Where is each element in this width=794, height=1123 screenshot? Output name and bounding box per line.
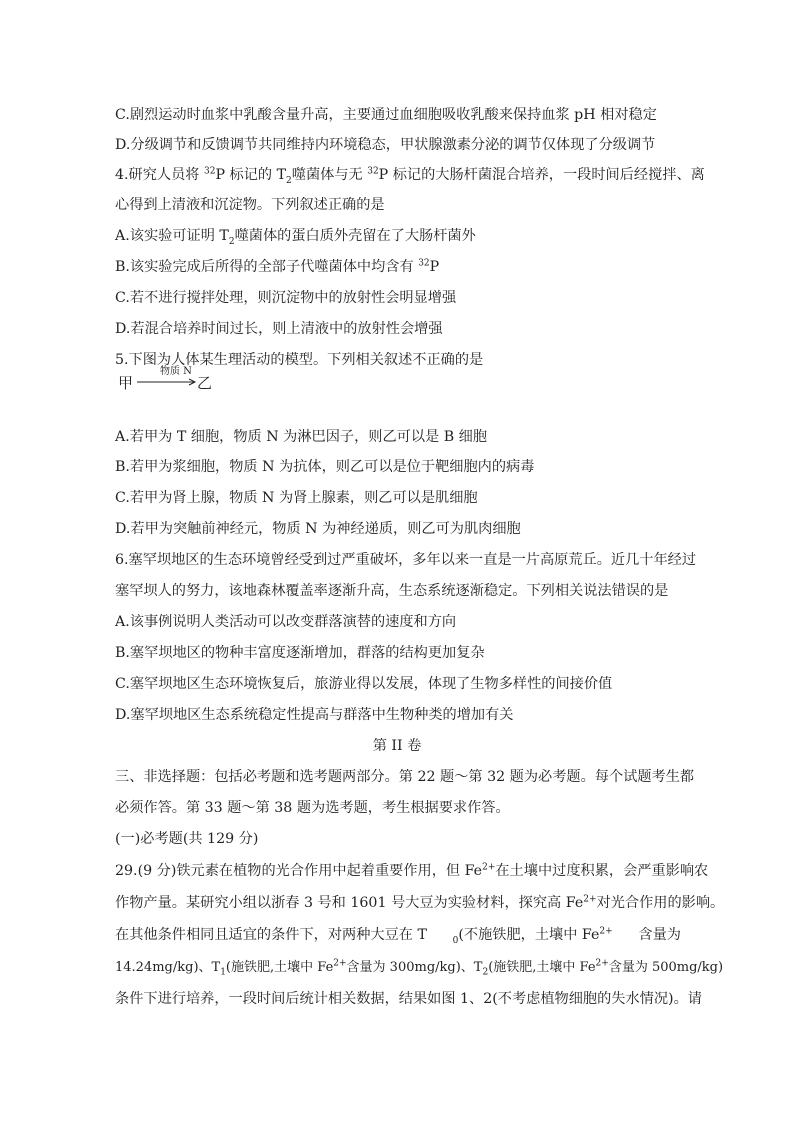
q5-option-a: A.若甲为 T 细胞，物质 N 为淋巴因子，则乙可以是 B 细胞 bbox=[115, 429, 488, 445]
q6-option-a: A.该事例说明人类活动可以改变群落演替的速度和方向 bbox=[115, 614, 457, 630]
q5-diagram bbox=[117, 355, 237, 395]
q6-stem-line1: 6.塞罕坝地区的生态环境曾经受到过严重破坏，多年以来一直是一片高原荒丘。近几十年经过 bbox=[115, 552, 697, 568]
q6-option-c: C.塞罕坝地区生态环境恢复后，旅游业得以发展，体现了生物多样性的间接价值 bbox=[115, 676, 613, 692]
q5-option-c: C.若甲为肾上腺，物质 N 为肾上腺素，则乙可以是肌细胞 bbox=[115, 490, 478, 506]
diagram-left-node: 甲 bbox=[118, 374, 134, 392]
q5-option-d: D.若甲为突触前神经元，物质 N 为神经递质，则乙可为肌肉细胞 bbox=[115, 521, 521, 537]
q6-option-d: D.塞罕坝地区生态系统稳定性提高与群落中生物种类的增加有关 bbox=[115, 707, 514, 723]
q29-line1: 29.(9 分)铁元素在植物的光合作用中起着重要作用，但 $Fe^{2+}$在土壤中过度积累，会严重影响农 bbox=[115, 862, 709, 879]
q4-option-d: D.若混合培养时间过长，则上清液中的放射性会增强 bbox=[115, 321, 443, 337]
q4-stem-line1: 4.研究人员将 $^{32}$P 标记的 $T_2$噬菌体与无 $^{32}$P 标记的大肠杆菌混合培养，一段时间后经搅拌、离 bbox=[115, 166, 705, 186]
q4-option-a: A.该实验可证明 $T_2$噬菌体的蛋白质外壳留在了大肠杆菌外 bbox=[115, 228, 476, 247]
q3-option-d: D.分级调节和反馈调节共同维持内环境稳态，甲状腺激素分泌的调节仅体现了分级调节 bbox=[115, 137, 656, 153]
section-intro-line2: 必须作答。第 33 题～第 38 题为选考题，考生根据要求作答。 bbox=[115, 800, 510, 816]
q6-stem-line2: 塞罕坝人的努力，该地森林覆盖率逐渐升高，生态系统逐渐稳定。下列相关说法错误的是 bbox=[115, 583, 669, 599]
q5-option-b: B.若甲为浆细胞，物质 N 为抗体，则乙可以是位于靶细胞内的病毒 bbox=[115, 459, 535, 475]
q29-line5: 条件下进行培养，一段时间后统计相关数据，结果如图 1、2(不考虑植物细胞的失水情况)。请 bbox=[115, 991, 702, 1007]
q3-option-c: C.剧烈运动时血浆中乳酸含量升高，主要通过血细胞吸收乳酸来保持血浆 pH 相对稳定 bbox=[115, 107, 657, 123]
diagram-right-node: 乙 bbox=[197, 374, 213, 392]
section-subtitle: (一)必考题(共 129 分) bbox=[115, 831, 259, 847]
diagram-arrow-label: 物质 N bbox=[160, 366, 192, 377]
q29-line4: 14.24mg/kg)、$T_1$(施铁肥,土壤中 $Fe^{2+}$含量为 300mg/kg)、$T_2$(施铁肥,土壤中 $Fe^{2+}$含量为 500mg/kg) bbox=[115, 958, 724, 978]
section-title: 第 II 卷 bbox=[372, 738, 422, 754]
q4-option-c: C.若不进行搅拌处理，则沉淀物中的放射性会明显增强 bbox=[115, 290, 457, 306]
q29-line2: 作物产量。某研究小组以浙春 3 号和 1601 号大豆为实验材料，探究高 $Fe^{2+}$对光合作用的影响。 bbox=[115, 894, 725, 911]
q4-stem-line2: 心得到上清液和沉淀物。下列叙述正确的是 bbox=[115, 197, 385, 213]
q6-option-b: B.塞罕坝地区的物种丰富度逐渐增加，群落的结构更加复杂 bbox=[115, 645, 485, 661]
section-intro-line1: 三、非选择题：包括必考题和选考题两部分。第 22 题～第 32 题为必考题。每个试题考生都 bbox=[115, 769, 695, 785]
q5-stem: 5.下图为人体某生理活动的模型。下列相关叙述不正确的是 bbox=[115, 352, 484, 368]
q4-option-b: B.该实验完成后所得的全部子代噬菌体中均含有 $^{32}$P bbox=[115, 258, 440, 275]
q29-line3: 在其他条件相同且适宜的条件下，对两种大豆在 T $_0$(不施铁肥，土壤中 $Fe^{2+}$ 含量为 bbox=[115, 926, 681, 946]
